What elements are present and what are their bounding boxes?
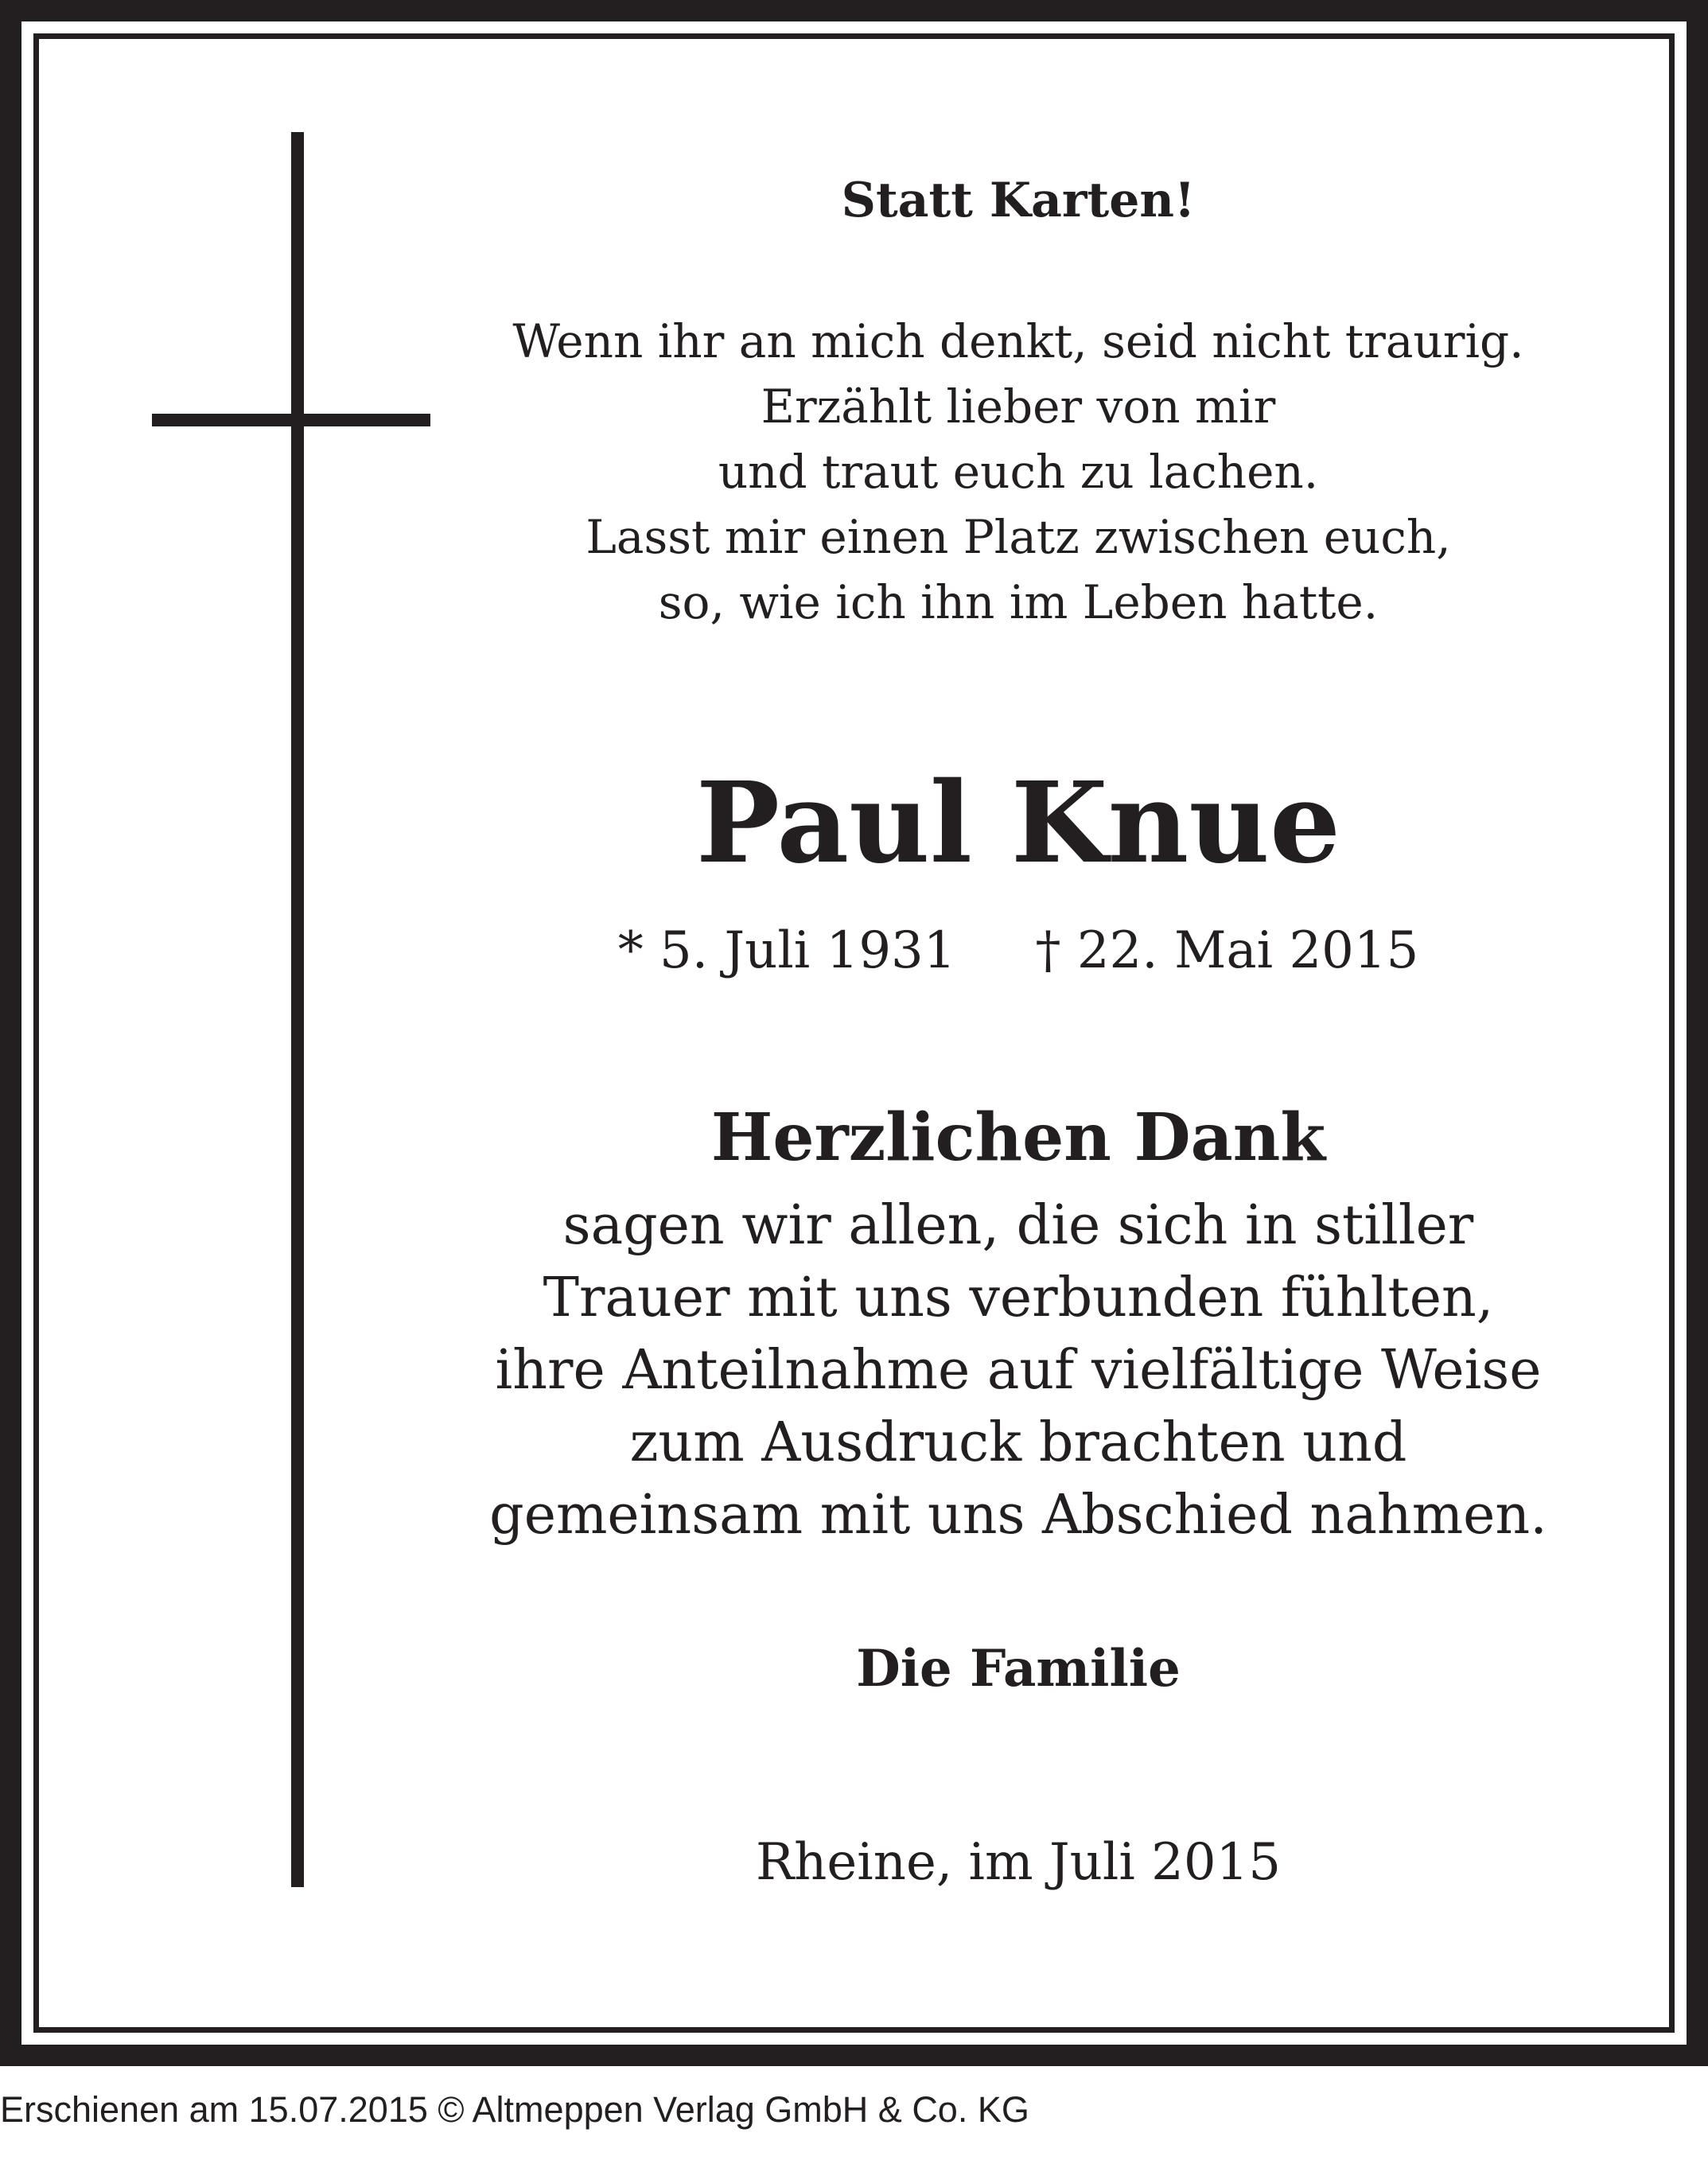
place-and-date: Rheine, im Juli 2015 bbox=[755, 1833, 1282, 1892]
poem-line: Wenn ihr an mich denkt, seid nicht traurig. bbox=[512, 314, 1524, 368]
birth-date: * 5. Juli 1931 bbox=[617, 921, 956, 980]
death-date: † 22. Mai 2015 bbox=[1035, 921, 1419, 980]
thanks-line: Trauer mit uns verbunden fühlten, bbox=[543, 1267, 1494, 1329]
poem-line: und traut euch zu lachen. bbox=[718, 445, 1319, 499]
publication-footer: Erschienen am 15.07.2015 © Altmeppen Verlag GmbH & Co. KG bbox=[0, 2089, 1029, 2130]
thanks-line: ihre Anteilnahme auf vielfältige Weise bbox=[495, 1339, 1542, 1402]
thanks-line: sagen wir allen, die sich in stiller bbox=[562, 1194, 1474, 1257]
deceased-name: Paul Knue bbox=[695, 758, 1341, 889]
thanks-line: zum Ausdruck brachten und bbox=[629, 1411, 1407, 1474]
signature: Die Familie bbox=[856, 1639, 1181, 1699]
poem-line: Lasst mir einen Platz zwischen euch, bbox=[586, 510, 1451, 564]
poem-line: Erzählt lieber von mir bbox=[761, 379, 1276, 434]
thanks-line: gemeinsam mit uns Abschied nahmen. bbox=[489, 1484, 1547, 1547]
thanks-text bbox=[477, 1189, 1559, 1551]
poem-line: so, wie ich ihn im Leben hatte. bbox=[658, 575, 1379, 629]
notice-title: Statt Karten! bbox=[841, 173, 1196, 228]
thanks-heading: Herzlichen Dank bbox=[710, 1099, 1326, 1176]
life-dates bbox=[477, 915, 1559, 987]
poem bbox=[477, 309, 1559, 635]
cross-icon-vertical-bar bbox=[291, 132, 304, 1887]
cross-icon-horizontal-bar bbox=[152, 414, 430, 426]
